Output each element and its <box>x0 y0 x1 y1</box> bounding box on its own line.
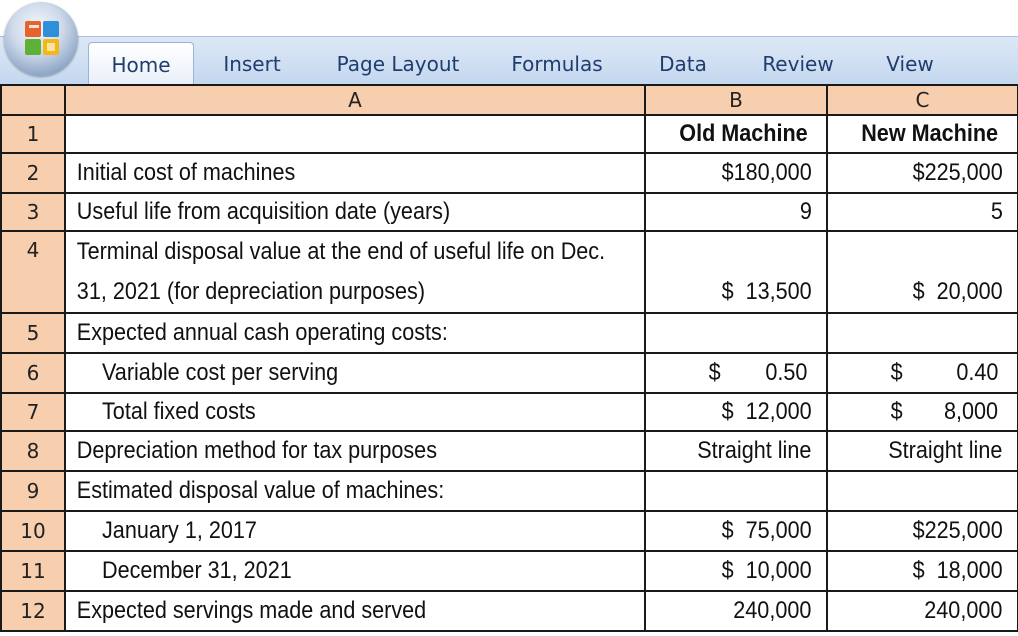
tab-formulas[interactable]: Formulas <box>511 52 603 76</box>
cell[interactable] <box>827 115 1018 153</box>
tab-home[interactable]: Home <box>88 42 194 85</box>
cell[interactable] <box>645 115 827 153</box>
cell-text: 0.50 <box>765 359 808 386</box>
cell-text: Terminal disposal value at the end of useful life on Dec. 31, 2021 (for depreciation purposes) <box>76 238 606 305</box>
cell[interactable] <box>827 393 1018 431</box>
table-row <box>1 193 1018 231</box>
cell-text: $ 12,000 <box>721 398 812 425</box>
cell-text: Estimated disposal value of machines: <box>76 477 445 504</box>
column-header-a[interactable]: A <box>65 85 645 115</box>
cell[interactable] <box>65 591 645 631</box>
table-row <box>1 551 1018 591</box>
cell-text: Straight line <box>888 437 1003 464</box>
accounting-value <box>828 359 1017 387</box>
cell[interactable] <box>645 231 827 313</box>
cell[interactable] <box>65 431 645 471</box>
cell-text: Expected servings made and served <box>76 597 427 624</box>
cell-text: 9 <box>799 198 812 225</box>
cell[interactable] <box>827 353 1018 393</box>
row-header[interactable]: 8 <box>1 431 65 471</box>
tab-view[interactable]: View <box>886 52 934 76</box>
cell-text: Depreciation method for tax purposes <box>76 437 437 464</box>
table-row <box>1 231 1018 313</box>
cell[interactable] <box>827 591 1018 631</box>
accounting-value <box>646 359 826 387</box>
cell-text: Useful life from acquisition date (years) <box>76 198 451 225</box>
cell[interactable] <box>65 313 645 353</box>
cell-text: $ 13,500 <box>721 278 812 305</box>
ribbon <box>0 0 1018 84</box>
cell[interactable] <box>65 231 645 313</box>
accounting-value <box>828 398 1017 426</box>
cell[interactable] <box>645 551 827 591</box>
row-header[interactable]: 9 <box>1 471 65 511</box>
table-row <box>1 153 1018 193</box>
cell-text: Expected annual cash operating costs: <box>76 319 448 346</box>
row-header[interactable]: 1 <box>1 115 65 153</box>
cell[interactable] <box>65 511 645 551</box>
table-row <box>1 591 1018 631</box>
tab-page-layout[interactable]: Page Layout <box>336 52 460 76</box>
cell[interactable] <box>65 153 645 193</box>
table-row <box>1 393 1018 431</box>
cell[interactable] <box>827 551 1018 591</box>
row-header[interactable]: 3 <box>1 193 65 231</box>
cell-text: 240,000 <box>924 597 1003 624</box>
cell-text: Old Machine <box>678 120 808 147</box>
office-logo-icon <box>23 19 61 57</box>
cell-text: $180,000 <box>721 159 812 186</box>
cell-text: Variable cost per serving <box>102 359 339 386</box>
cell[interactable] <box>645 153 827 193</box>
row-header[interactable]: 12 <box>1 591 65 631</box>
cell-text: $ 10,000 <box>721 557 812 584</box>
cell-text: $225,000 <box>912 517 1003 544</box>
cell[interactable] <box>827 511 1018 551</box>
cell[interactable] <box>827 193 1018 231</box>
tab-data[interactable]: Data <box>659 52 707 76</box>
row-header[interactable]: 11 <box>1 551 65 591</box>
cell-text: $ 20,000 <box>912 278 1003 305</box>
office-button[interactable] <box>4 2 78 76</box>
cell[interactable] <box>645 353 827 393</box>
tab-insert[interactable]: Insert <box>223 52 281 76</box>
cell-text: Total fixed costs <box>102 398 256 425</box>
currency-symbol: $ <box>708 359 721 386</box>
cell[interactable] <box>645 471 827 511</box>
tab-review[interactable]: Review <box>762 52 834 76</box>
cell-text: New Machine <box>861 120 999 147</box>
cell-text: December 31, 2021 <box>102 557 292 584</box>
cell[interactable] <box>645 313 827 353</box>
cell[interactable] <box>645 393 827 431</box>
table-row <box>1 471 1018 511</box>
cell[interactable] <box>645 431 827 471</box>
cell[interactable] <box>65 353 645 393</box>
cell-text: 8,000 <box>943 398 998 425</box>
cell-text: $ 18,000 <box>912 557 1003 584</box>
column-header-b[interactable]: B <box>645 85 827 115</box>
cell[interactable] <box>827 471 1018 511</box>
cell-text: January 1, 2017 <box>102 517 257 544</box>
column-header-c[interactable]: C <box>827 85 1018 115</box>
currency-symbol: $ <box>890 398 903 425</box>
table-row <box>1 115 1018 153</box>
cell[interactable] <box>645 193 827 231</box>
cell-text: $225,000 <box>912 159 1003 186</box>
row-header[interactable]: 5 <box>1 313 65 353</box>
cell-text: Initial cost of machines <box>76 159 296 186</box>
cell[interactable] <box>827 153 1018 193</box>
table-row <box>1 313 1018 353</box>
cell-text: $ 75,000 <box>721 517 812 544</box>
cell[interactable] <box>645 591 827 631</box>
row-header[interactable]: 2 <box>1 153 65 193</box>
row-header[interactable]: 10 <box>1 511 65 551</box>
cell-text: 240,000 <box>733 597 812 624</box>
table-row <box>1 431 1018 471</box>
cell[interactable] <box>65 193 645 231</box>
cell[interactable] <box>827 313 1018 353</box>
table-row <box>1 353 1018 393</box>
cell-text: Straight line <box>697 437 812 464</box>
row-header[interactable]: 4 <box>1 231 65 313</box>
cell[interactable] <box>65 393 645 431</box>
cell[interactable] <box>65 115 645 153</box>
cell[interactable] <box>827 231 1018 313</box>
select-all-corner[interactable] <box>1 85 65 115</box>
currency-symbol: $ <box>890 359 903 386</box>
cell-text: 5 <box>990 198 1003 225</box>
cell[interactable] <box>65 471 645 511</box>
cell[interactable] <box>65 551 645 591</box>
cell-text: 0.40 <box>956 359 999 386</box>
row-header[interactable]: 7 <box>1 393 65 431</box>
table-row <box>1 511 1018 551</box>
cell[interactable] <box>645 511 827 551</box>
row-header[interactable]: 6 <box>1 353 65 393</box>
cell[interactable] <box>827 431 1018 471</box>
worksheet-grid <box>0 84 1018 632</box>
